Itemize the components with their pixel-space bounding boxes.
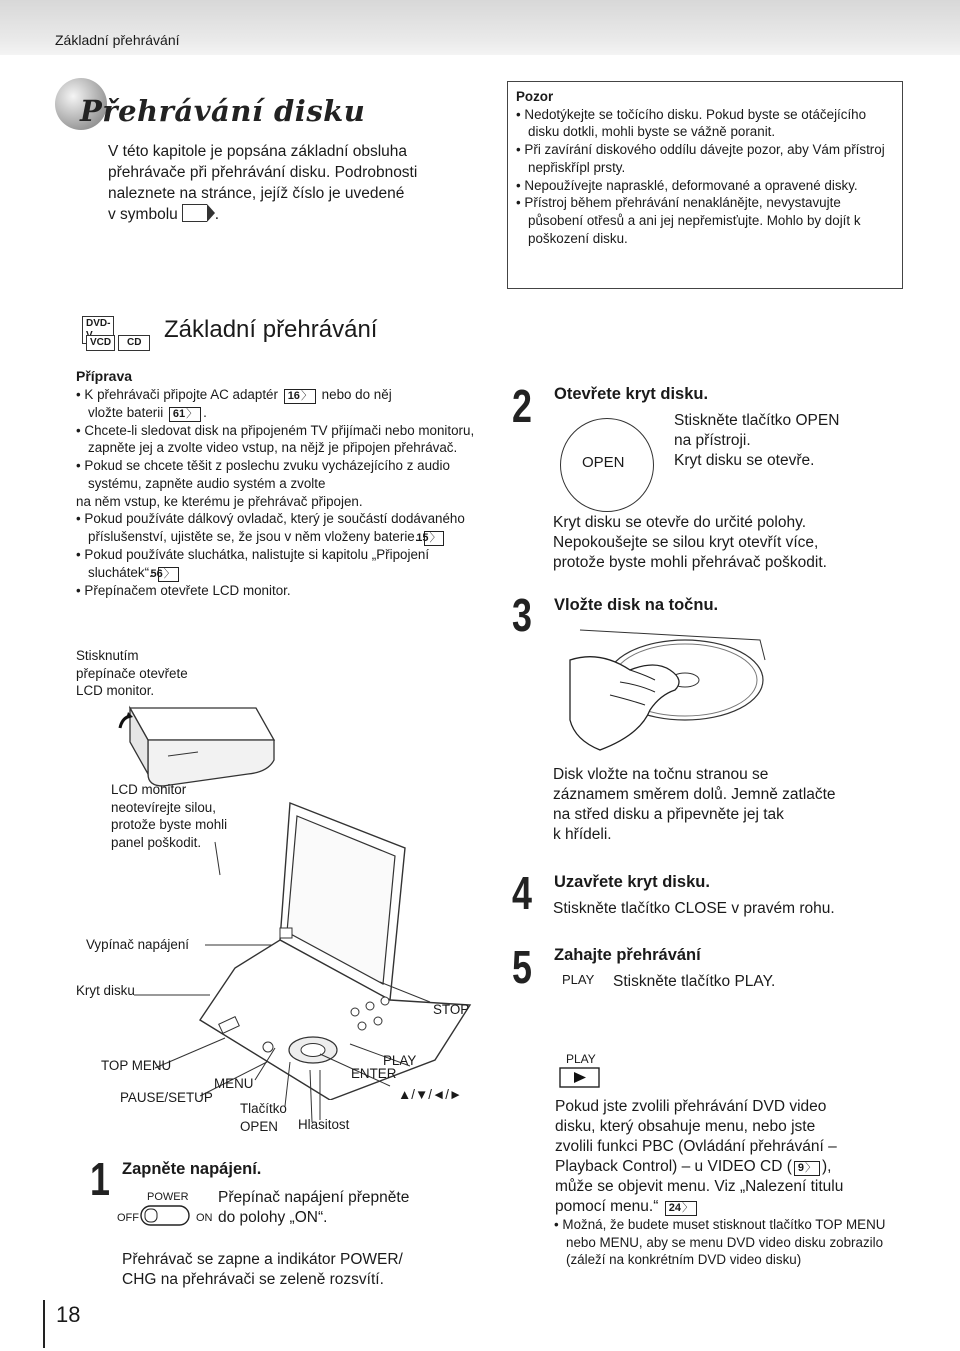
warn-line: protože byste mohli xyxy=(111,817,228,833)
intro-text xyxy=(108,141,453,225)
step-1-line: do polohy „ON“. xyxy=(218,1209,328,1226)
page-ref: 15 〉 xyxy=(424,531,444,546)
step-1-result xyxy=(122,1250,403,1290)
step-5-note-text: Možná, že budete muset stisknout tlačítko TOP MENU nebo MENU, aby se menu DVD video disku zobrazilo (záleží na konkrétním DVD video disku) xyxy=(562,1217,886,1268)
caution-item-text: Nepoužívejte naprasklé, deformované a opravené disky. xyxy=(524,177,858,193)
step-5-title: Zahajte přehrávání xyxy=(554,946,701,964)
prep-text: Pokud používáte dálkový ovladač, který je součástí dodávaného příslušenství, ujistěte se, že jsou v něm vloženy baterie. xyxy=(84,511,465,544)
caption-line: Stisknutím xyxy=(76,648,139,663)
step-1-line: CHG na přehrávači se zeleně rozsvítí. xyxy=(122,1271,384,1288)
step-5-line: disku, který obsahuje menu, nebo jste xyxy=(555,1118,816,1135)
page-number-bar xyxy=(43,1300,45,1348)
step-5-number: 5 xyxy=(512,941,532,993)
power-on-label: ON xyxy=(196,1212,213,1224)
step-2-line: Kryt disku se otevře do určité polohy. xyxy=(553,514,807,531)
step-4-text: Stiskněte tlačítko CLOSE v pravém rohu. xyxy=(553,900,835,917)
label-stop: STOP xyxy=(433,1002,470,1017)
label-line: OPEN xyxy=(240,1118,278,1134)
section-title: Základní přehrávání xyxy=(164,316,378,343)
step-5-text: Playback Control) – u VIDEO CD ( xyxy=(555,1158,792,1175)
step-2-note xyxy=(553,513,827,573)
power-switch-icon xyxy=(140,1205,192,1227)
prep-text: . xyxy=(203,404,207,420)
caution-item-text: Při zavírání diskového oddílu dávejte pozor, aby Vám přístroj nepřiskřípl prsty. xyxy=(524,142,885,175)
caution-item: • Nedotýkejte se točícího disku. Pokud byste se otáčejícího disku dotkli, mohli byste se vážně poranit. xyxy=(516,106,867,140)
step-3-title: Vložte disk na točnu. xyxy=(554,596,719,614)
preparation-section xyxy=(76,368,486,599)
header-bar xyxy=(0,0,960,55)
prep-text: Pokud se chcete těšit z poslechu zvuku vycházejícího z audio systému, zapněte audio systém a zvolte xyxy=(84,458,450,491)
label-volume: Hlasitost xyxy=(298,1117,350,1132)
open-button-label: OPEN xyxy=(582,454,625,471)
intro-line-text: v symbolu xyxy=(108,206,178,223)
prep-text: vložte baterii xyxy=(88,404,164,420)
step-4-title: Uzavřete kryt disku. xyxy=(554,873,710,891)
label-line: Tlačítko xyxy=(240,1101,287,1116)
step-5-note: • Možná, že budete muset stisknout tlačítko TOP MENU nebo MENU, aby se menu DVD video disku zobrazilo (záleží na konkrétním DVD video disku) xyxy=(554,1217,886,1268)
warn-line: neotevírejte silou, xyxy=(111,799,216,815)
step-4-number: 4 xyxy=(512,867,532,919)
badge-vcd: VCD xyxy=(86,335,115,351)
caution-item: • Při zavírání diskového oddílu dávejte pozor, aby Vám přístroj nepřiskřípl prsty. xyxy=(516,142,885,175)
caution-item: • Nepoužívejte naprasklé, deformované a opravené disky. xyxy=(516,177,858,193)
caption-line: LCD monitor. xyxy=(76,683,155,699)
intro-line-end: . xyxy=(214,206,220,223)
prep-item: • K přehrávači připojte AC adaptér 16 〉 nebo do něj xyxy=(76,386,486,404)
step-3-number: 3 xyxy=(512,589,532,641)
step-1-text xyxy=(218,1188,409,1228)
prep-text: nebo do něj xyxy=(321,386,392,402)
prep-item: • Pokud se chcete těšit z poslechu zvuku vycházejícího z audio systému, zapněte audio systém a zvolte xyxy=(76,458,450,491)
step-5-menu-info xyxy=(555,1097,843,1217)
page-title: Přehrávání disku xyxy=(80,94,366,128)
play-label-1: PLAY xyxy=(562,972,595,987)
power-switch-label: POWER xyxy=(147,1191,189,1203)
label-arrows: ▲/▼/◄/► xyxy=(398,1087,463,1102)
step-2-text xyxy=(674,411,839,471)
step-1-title: Zapněte napájení. xyxy=(122,1160,262,1178)
step-3-text xyxy=(553,765,836,845)
play-label-2: PLAY xyxy=(566,1052,596,1066)
caution-box xyxy=(507,81,903,289)
step-3-line: záznamem směrem dolů. Jemně zatlačte xyxy=(553,786,836,803)
page-ref: 9 〉 xyxy=(794,1161,820,1176)
step-5-text: pomocí menu.“ xyxy=(555,1198,659,1215)
step-1-number: 1 xyxy=(90,1153,110,1205)
prep-item-cont xyxy=(76,404,486,422)
label-disc-cover: Kryt disku xyxy=(76,983,135,998)
caption-line: přepínače otevřete xyxy=(76,665,188,681)
intro-line: naleznete na stránce, jejíž číslo je uvedené xyxy=(108,185,405,202)
step-2-number: 2 xyxy=(512,380,532,432)
step-5-line xyxy=(555,1157,843,1177)
play-button-icon xyxy=(559,1067,601,1089)
step-5-text: ), xyxy=(822,1158,832,1175)
page-ref: 56 〉 xyxy=(158,567,178,582)
badge-cd: CD xyxy=(118,335,150,351)
prep-item: • Chcete-li sledovat disk na připojeném TV přijímači nebo monitoru, zapněte jej a zvolte video vstup, na nějž je připojen přehrávač. xyxy=(76,422,475,456)
disc-insert-illustration xyxy=(560,620,780,760)
open-button-illustration xyxy=(560,418,654,512)
label-top-menu: TOP MENU xyxy=(101,1058,172,1073)
caution-item: • Přístroj během přehrávání nenaklánějte, nevystavujte působení otřesů a ani jej nepřemisťujte. Mohlo by dojít k poškození disku. xyxy=(516,195,861,246)
intro-line: V této kapitole je popsána základní obsluha xyxy=(108,143,408,160)
prep-text: Pokud používáte sluchátka, nalistujte si kapitolu „Připojení sluchátek“. xyxy=(84,546,430,580)
intro-line: přehrávače při přehrávání disku. Podrobnosti xyxy=(108,164,418,181)
step-3-line: k hřídeli. xyxy=(553,826,612,843)
step-2-line: na přístroji. xyxy=(674,432,751,449)
caution-title: Pozor xyxy=(516,89,554,104)
step-5-line: zvolili funkci PBC (Ovládání přehrávání – xyxy=(555,1138,837,1155)
step-2-title: Otevřete kryt disku. xyxy=(554,385,709,403)
label-open-button xyxy=(240,1100,287,1135)
step-3-line: na střed disku a připevněte jej tak xyxy=(553,806,784,823)
step-2-line: Stiskněte tlačítko OPEN xyxy=(674,412,840,429)
step-1-line: Přehrávač se zapne a indikátor POWER/ xyxy=(122,1251,403,1268)
prep-item: • Pokud používáte sluchátka, nalistujte si kapitolu „Připojení sluchátek“. 56 〉 xyxy=(76,546,448,582)
lcd-open-caption xyxy=(76,647,188,700)
step-5-line: Pokud jste zvolili přehrávání DVD video xyxy=(555,1098,827,1115)
step-1-line: Přepínač napájení přepněte xyxy=(218,1189,410,1206)
page-ref: 16 〉 xyxy=(284,389,316,404)
prep-text: K přehrávači připojte AC adaptér xyxy=(84,386,278,402)
prep-item: • Přepínačem otevřete LCD monitor. xyxy=(76,582,291,598)
step-5-text: Stiskněte tlačítko PLAY. xyxy=(613,973,776,990)
step-2-line: Nepokoušejte se silou kryt otevřít více, xyxy=(553,534,819,551)
page-number: 18 xyxy=(56,1302,81,1327)
warn-line: panel poškodit. xyxy=(111,835,202,851)
prep-text: na něm vstup, ke kterému je přehrávač připojen. xyxy=(76,493,363,509)
header-section-label: Základní přehrávání xyxy=(55,32,180,48)
intro-line xyxy=(108,204,453,225)
warn-line: LCD monitor xyxy=(111,782,187,797)
step-2-line: protože byste mohli přehrávač poškodit. xyxy=(553,554,827,571)
page-ref: 61 〉 xyxy=(169,407,201,422)
label-play: PLAY xyxy=(383,1053,417,1068)
label-menu: MENU xyxy=(214,1076,254,1091)
power-off-label: OFF xyxy=(117,1212,139,1224)
caution-item-text: Přístroj během přehrávání nenaklánějte, nevystavujte působení otřesů a ani jej nepřemisťujte. Mohlo by dojít k poškození disku. xyxy=(524,195,861,246)
step-3-line: Disk vložte na točnu stranou se xyxy=(553,766,769,783)
step-2-line: Kryt disku se otevře. xyxy=(674,452,815,469)
prep-text: Přepínačem otevřete LCD monitor. xyxy=(84,582,291,598)
badge-dvd-v: DVD- xyxy=(82,316,114,344)
label-enter: ENTER xyxy=(351,1066,397,1081)
label-pause-setup: PAUSE/SETUP xyxy=(120,1090,213,1105)
label-power-switch: Vypínač napájení xyxy=(86,937,189,952)
step-5-line: může se objevit menu. Viz „Nalezení titulu xyxy=(555,1178,844,1195)
caution-item-text: Nedotýkejte se točícího disku. Pokud byste se otáčejícího disku dotkli, mohli byste se vážně poranit. xyxy=(524,106,867,140)
page-ref: 24 〉 xyxy=(665,1201,697,1216)
page-ref-symbol-icon xyxy=(182,204,207,222)
prep-item: • Pokud používáte dálkový ovladač, který je součástí dodávaného příslušenství, ujistěte se, že jsou v něm vloženy baterie. 15 〉 xyxy=(76,510,478,546)
preparation-title: Příprava xyxy=(76,368,133,384)
prep-text: Chcete-li sledovat disk na připojeném TV přijímači nebo monitoru, zapněte jej a zvolte video vstup, na nějž je připojen přehrávač. xyxy=(84,422,475,456)
step-5-line xyxy=(555,1197,843,1217)
